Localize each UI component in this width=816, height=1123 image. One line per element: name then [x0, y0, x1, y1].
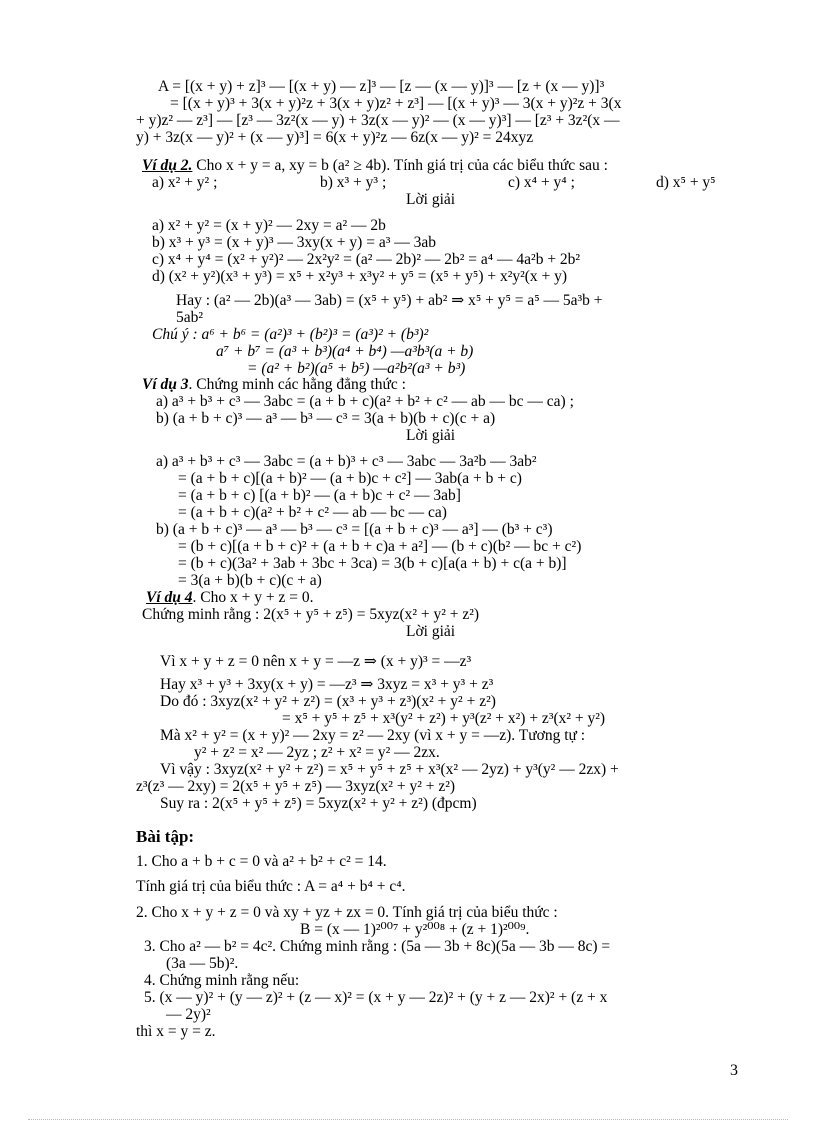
- example-3-solution-5: b) (a + b + c)³ — a³ — b³ — c³ = [(a + b + c)³ — a³] — (b³ + c³): [156, 521, 553, 538]
- example-2-solution-title: Lời giải: [406, 191, 456, 208]
- example-4-solution-9: Suy ra : 2(x⁵ + y⁵ + z⁵) = 5xyz(x² + y² + z²) (đpcm): [160, 795, 477, 812]
- exercise-1: 1. Cho a + b + c = 0 và a² + b² + c² = 14.: [136, 853, 387, 870]
- example-3-solution-2: = (a + b + c)[(a + b)² — (a + b)c + c²] — 3ab(a + b + c): [178, 470, 522, 487]
- example-2-note-2: a⁷ + b⁷ = (a³ + b³)(a⁴ + b⁴) —a³b³(a + b): [216, 343, 474, 360]
- example-2-part-d: d) x⁵ + y⁵: [656, 174, 716, 191]
- example-2-note-1: Chú ý : a⁶ + b⁶ = (a²)³ + (b²)³ = (a³)² + (b³)²: [152, 326, 429, 343]
- example-2-label: Ví dụ 2.: [142, 157, 193, 174]
- example-4-heading: [146, 589, 313, 606]
- example-4-solution-4: = x⁵ + y⁵ + z⁵ + x³(y² + z²) + y³(z² + x²) + z³(x² + y²): [282, 710, 606, 727]
- example-2-solution-c: c) x⁴ + y⁴ = (x² + y²)² — 2x²y² = (a² — 2b)² — 2b² = a⁴ — 4a²b + 2b²: [152, 251, 581, 268]
- expansion-line-3: + y)z² — z³] — [z³ — 3z²(x — y) + 3z(x — y)² — (x — y)³] — [z³ + 3z²(x —: [136, 112, 620, 129]
- example-4-solution-8: z³(z³ — 2xy) = 2(x⁵ + y⁵ + z⁵) — 3xyz(x² + y² + z²): [136, 778, 456, 795]
- example-4-solution-2: Hay x³ + y³ + 3xy(x + y) = —z³ ⇒ 3xyz = x³ + y³ + z³: [160, 676, 494, 693]
- example-3-solution-3: = (a + b + c) [(a + b)² — (a + b)c + c² — 3ab]: [178, 487, 461, 504]
- example-3-label: Ví dụ 3: [142, 376, 189, 393]
- example-3-solution-8: = 3(a + b)(b + c)(c + a): [178, 572, 322, 589]
- exercise-5: 5. (x — y)² + (y — z)² + (z — x)² = (x + y — 2z)² + (y + z — 2x)² + (z + x: [144, 989, 608, 1006]
- exercise-2-expression: B = (x — 1)²⁰⁰⁷ + y²⁰⁰⁸ + (z + 1)²⁰⁰⁹.: [300, 921, 530, 938]
- example-2-heading: [142, 157, 608, 174]
- example-3-text: . Chứng minh các hằng đẳng thức :: [188, 376, 406, 393]
- exercise-conclusion: thì x = y = z.: [136, 1023, 216, 1040]
- expansion-line-4: y) + 3z(x — y)² + (x — y)³] = 6(x + y)²z — 6z(x — y)² = 24xyz: [136, 129, 534, 146]
- exercise-4: 4. Chứng minh rằng nếu:: [144, 972, 300, 989]
- example-2-hay-line: Hay : (a² — 2b)(a³ — 3ab) = (x⁵ + y⁵) + ab² ⇒ x⁵ + y⁵ = a⁵ — 5a³b +: [176, 292, 603, 309]
- exercise-3: 3. Cho a² — b² = 4c². Chứng minh rằng : (5a — 3b + 8c)(5a — 3b — 8c) =: [144, 938, 611, 955]
- example-2-hay-line-cont: 5ab²: [176, 309, 204, 326]
- example-3-solution-title: Lời giải: [406, 427, 456, 444]
- example-2-solution-a: a) x² + y² = (x + y)² — 2xy = a² — 2b: [152, 217, 386, 234]
- example-2-note-3: = (a² + b²)(a⁵ + b⁵) —a²b²(a³ + b³): [247, 360, 466, 377]
- exercise-3-cont: (3a — 5b)².: [166, 955, 239, 972]
- example-4-text: . Cho x + y + z = 0.: [192, 589, 314, 606]
- example-2-part-c: c) x⁴ + y⁴ ;: [508, 174, 575, 191]
- example-4-claim: Chứng minh rằng : 2(x⁵ + y⁵ + z⁵) = 5xyz(x² + y² + z²): [142, 606, 480, 623]
- example-4-solution-6: y² + z² = x² — 2yz ; z² + x² = y² — 2zx.: [194, 744, 440, 761]
- example-4-solution-1: Vì x + y + z = 0 nên x + y = —z ⇒ (x + y)³ = —z³: [160, 653, 472, 670]
- example-3-part-a: a) a³ + b³ + c³ — 3abc = (a + b + c)(a² + b² + c² — ab — bc — ca) ;: [156, 393, 574, 410]
- example-3-part-b: b) (a + b + c)³ — a³ — b³ — c³ = 3(a + b)(b + c)(c + a): [156, 410, 496, 427]
- example-2-solution-b: b) x³ + y³ = (x + y)³ — 3xy(x + y) = a³ — 3ab: [152, 234, 436, 251]
- example-2-text: Cho x + y = a, xy = b (a² ≥ 4b). Tính giá trị của các biểu thức sau :: [192, 157, 608, 174]
- example-3-solution-7: = (b + c)(3a² + 3ab + 3bc + 3ca) = 3(b + c)[a(a + b) + c(a + b)]: [178, 555, 567, 572]
- example-4-solution-3: Do đó : 3xyz(x² + y² + z²) = (x³ + y³ + z³)(x² + y² + z²): [160, 693, 496, 710]
- example-4-solution-7: Vì vậy : 3xyz(x² + y² + z²) = x⁵ + y⁵ + z⁵ + x³(x² — 2yz) + y³(y² — 2zx) +: [160, 761, 619, 778]
- expansion-line-2: = [(x + y)³ + 3(x + y)²z + 3(x + y)z² + z³] — [(x + y)³ — 3(x + y)²z + 3(x: [170, 95, 622, 112]
- example-2-part-b: b) x³ + y³ ;: [320, 174, 387, 191]
- example-2-solution-d: d) (x² + y²)(x³ + y³) = x⁵ + x²y³ + x³y² + y⁵ = (x⁵ + y⁵) + x²y²(x + y): [152, 268, 568, 285]
- example-3-solution-1: a) a³ + b³ + c³ — 3abc = (a + b)³ + c³ — 3abc — 3a²b — 3ab²: [156, 453, 537, 470]
- example-2-part-a: a) x² + y² ;: [152, 174, 218, 191]
- exercise-1-question: Tính giá trị của biểu thức : A = a⁴ + b⁴ + c⁴.: [136, 878, 406, 895]
- exercises-title: Bài tập:: [136, 827, 195, 846]
- example-3-heading: [142, 376, 406, 393]
- example-4-solution-5: Mà x² + y² = (x + y)² — 2xy = z² — 2xy (vì x + y = —z). Tương tự :: [160, 727, 586, 744]
- page-number: 3: [730, 1062, 738, 1079]
- example-3-solution-4: = (a + b + c)(a² + b² + c² — ab — bc — ca): [178, 504, 447, 521]
- exercise-5-cont: — 2y)²: [166, 1006, 211, 1023]
- example-3-solution-6: = (b + c)[(a + b + c)² + (a + b + c)a + a²] — (b + c)(b² — bc + c²): [178, 538, 582, 555]
- footer-divider: [28, 1119, 788, 1120]
- example-4-solution-title: Lời giải: [406, 623, 456, 640]
- exercise-2: 2. Cho x + y + z = 0 và xy + yz + zx = 0. Tính giá trị của biểu thức :: [136, 904, 558, 921]
- example-4-label: Ví dụ 4: [146, 589, 193, 606]
- expansion-line-1: A = [(x + y) + z]³ — [(x + y) — z]³ — [z — (x — y)]³ — [z + (x — y)]³: [158, 78, 605, 95]
